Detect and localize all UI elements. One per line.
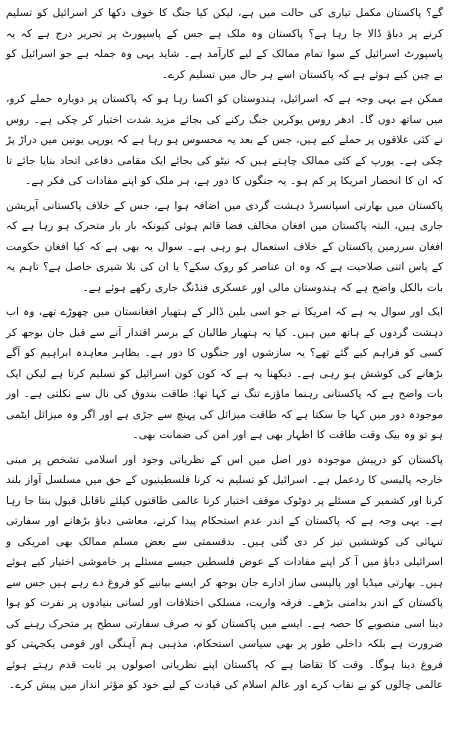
article-paragraph-4: ایک اور سوال یہ ہے کہ امریکا نے جو اسی بلین ڈالر کے ہتھیار افغانستان میں چھوڑے تھے، وہ اب دہشت گردوں کے ہاتھ میں ہیں۔ کیا یہ ہتھیار طالبان کے برسر اقتدار آنے سے قبل جان بوجھ کر کسی کو فراہم کیے گئے تھے؟ یہ سازشوں اور جنگوں کا دور ہے۔ بظاہر معاہدہ ابراہیم کو آگے بڑھانے کی کوشش ہو رہی ہے۔ دیکھنا یہ ہے کہ کون کون اسرائیل کو تسلیم کرتا ہے لیکن ایک بات واضح ہے کہ پاکستانی رہنما ماؤزے تنگ نے کہا تھا: طاقت بندوق کی نال سے نکلتی ہے۔ اور موجودہ دور میں کہا جا سکتا ہے کہ طاقت میزائل کی پہنچ سے جڑی ہے اور اگر وہ میزائل ایٹمی ہو تو وہ بیک وقت طاقت کا اظہار بھی ہے اور امن کی ضمانت بھی۔ — [6, 306, 443, 441]
article-paragraph-5: پاکستان کو درپیش موجودہ دور اصل میں اس کے نظریاتی وجود اور اسلامی تشخص پر مبنی خارجہ پالیسی کا ردعمل ہے۔ اسرائیل کو تسلیم نہ کرنا فلسطینیوں کے حق میں مسلسل آواز بلند کرنا اور کشمیر کے مسئلے پر دوٹوک موقف اختیار کرنا عالمی طاقتوں کیلئے ناقابل قبول بنتا جا رہا ہے۔ یہی وجہ ہے کہ پاکستان کے اندر عدم استحکام پیدا کرنے، معاشی دباؤ بڑھانے اور سفارتی تنہائی کی کوششیں تیز کر دی گئی ہیں۔ بدقسمتی سے بعض مسلم ممالک بھی امریکی و اسرائیلی دباؤ میں آ کر اپنے مفادات کے عوض فلسطین جیسے مسئلے پر خاموشی اختیار کیے ہوئے ہیں۔ بھارتی میڈیا اور پالیسی ساز ادارے جان بوجھ کر ایسے بیانیے کو فروغ دے رہے ہیں جس سے پاکستان کے اندر بدامنی بڑھے۔ فرقہ واریت، مسلکی اختلافات اور لسانی بنیادوں پر نفرت کو ہوا دینا اسی منصوبے کا حصہ ہے۔ ایسے میں پاکستان کو نہ صرف سفارتی سطح پر متحرک رہنے کی ضرورت ہے بلکہ داخلی طور پر بھی سیاسی استحکام، مذہبی ہم آہنگی اور قومی یکجہتی کو فروغ دینا ہوگا۔ وقت کا تقاضا ہے کہ پاکستان اپنے نظریاتی اصولوں پر ثابت قدم رہتے ہوئے عالمی چالوں کو بے نقاب کرے اور عالم اسلام کی قیادت کے لیے خود کو مؤثر انداز میں پیش کرے۔ — [6, 453, 443, 691]
article-paragraph-2: ممکن ہے یہی وجہ ہے کہ اسرائیل، ہندوستان کو اکسا رہا ہو کہ پاکستان پر دوبارہ حملے کرو، میں ساتھ دوں گا۔ ادھر روس یوکرین جنگ رکنے کی بجائے مزید شدت اختیار کر چکی ہے۔ روس نے کئی علاقوں پر حملے کیے ہیں، جس کے بعد یہ محسوس ہو رہا ہے کہ یورپی یونین میں دراڑ پڑ چکی ہے۔ یورپ کے کئی ممالک چاہتے ہیں کہ نیٹو کی بجائے ایک مقامی دفاعی اتحاد بنایا جائے تا کہ ان کا انحصار امریکا پر کم ہو۔ یہ جنگوں کا دور ہے، ہر ملک کو اپنے مفادات کی فکر ہے۔ — [6, 93, 443, 187]
article-paragraph-1: گے؟ پاکستان مکمل تیاری کی حالت میں ہے، لیکن کیا جنگ کا خوف دکھا کر اسرائیل کو تسلیم کرنے پر دباؤ ڈالا جا رہا ہے؟ پاکستان وہ ملک ہے جس کے پاسپورٹ پر تحریر درج ہے کہ یہ پاسپورٹ اسرائیل کے سوا تمام ممالک کے لیے کارآمد ہے۔ شاید یہی وہ جملہ ہے جو اسرائیل کو بے چین کیے ہوئے ہے کہ پاکستان اسے ہر حال میں تسلیم کرے۔ — [6, 7, 443, 81]
article-paragraph-3: پاکستان میں بھارتی اسپانسرڈ دہشت گردی میں اضافہ ہوا ہے، جس کے خلاف پاکستانی آپریشن جاری ہیں، البتہ پاکستان میں افغان مخالف فضا قائم ہوئی کیونکہ بار بار متحرک ہو رہا ہے کہ افغان سرزمین پاکستان کے خلاف استعمال ہو رہی ہے۔ سوال یہ بھی ہے کہ کیا افغان حکومت کے پاس اتنی صلاحیت ہے کہ وہ ان عناصر کو روک سکے؟ یا ان کی بلا شیری حاصل ہے؟ تاہم یہ بات بالکل واضح ہے کہ ہندوستان مالی اور عسکری فنڈنگ جاری رکھے ہوئے ہے۔ — [6, 199, 443, 294]
